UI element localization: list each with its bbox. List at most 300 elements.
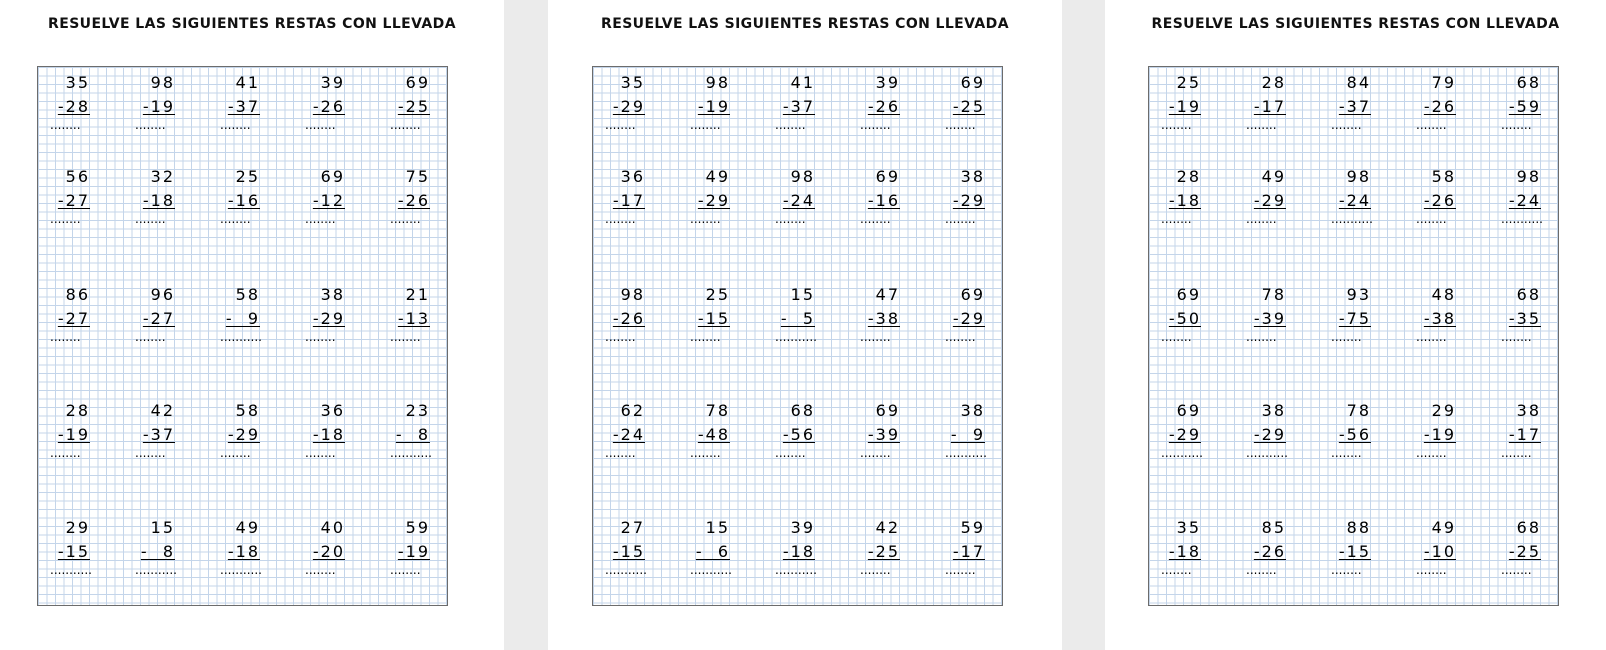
answer-blank[interactable]: ........ bbox=[1331, 563, 1362, 577]
minuend: 78 bbox=[705, 401, 730, 420]
minuend: 79 bbox=[1431, 73, 1456, 92]
minuend: 85 bbox=[1261, 518, 1286, 537]
minuend: 93 bbox=[1346, 285, 1371, 304]
subtrahend: -19 bbox=[57, 425, 90, 444]
subtraction-problem bbox=[135, 283, 191, 344]
answer-blank[interactable]: ........... bbox=[690, 563, 732, 577]
subtrahend: -37 bbox=[227, 97, 260, 116]
subtraction-problem bbox=[50, 165, 106, 226]
subtraction-problem bbox=[690, 516, 746, 577]
subtrahend: -38 bbox=[867, 309, 900, 328]
minuend: 98 bbox=[790, 167, 815, 186]
subtraction-problem bbox=[690, 165, 746, 226]
minuend: 39 bbox=[875, 73, 900, 92]
subtraction-problem bbox=[775, 165, 831, 226]
subtrahend: -56 bbox=[1338, 425, 1371, 444]
answer-blank[interactable]: ........ bbox=[390, 118, 421, 132]
minuend: 23 bbox=[405, 401, 430, 420]
answer-blank[interactable]: ........... bbox=[220, 330, 262, 344]
answer-blank[interactable]: ........ bbox=[860, 446, 891, 460]
answer-blank[interactable]: ........... bbox=[775, 330, 817, 344]
subtraction-problem bbox=[1416, 71, 1472, 132]
subtraction-problem bbox=[860, 71, 916, 132]
subtrahend: -26 bbox=[312, 97, 345, 116]
answer-blank[interactable]: ........ bbox=[50, 330, 81, 344]
subtraction-problem bbox=[605, 399, 661, 460]
subtrahend: -24 bbox=[782, 191, 815, 210]
subtraction-problem bbox=[605, 71, 661, 132]
subtraction-problem bbox=[775, 399, 831, 460]
subtraction-problem bbox=[50, 399, 106, 460]
subtraction-problem bbox=[775, 283, 831, 344]
worksheet-title: RESUELVE LAS SIGUIENTES RESTAS CON LLEVADA bbox=[48, 16, 456, 32]
grid-paper bbox=[592, 66, 1003, 606]
subtraction-problem bbox=[860, 399, 916, 460]
subtrahend: -18 bbox=[227, 542, 260, 561]
minuend: 15 bbox=[150, 518, 175, 537]
minuend: 98 bbox=[705, 73, 730, 92]
minuend: 49 bbox=[705, 167, 730, 186]
subtrahend: -26 bbox=[867, 97, 900, 116]
subtraction-problem bbox=[1161, 516, 1217, 577]
subtraction-problem bbox=[860, 165, 916, 226]
minuend: 84 bbox=[1346, 73, 1371, 92]
minuend: 69 bbox=[320, 167, 345, 186]
subtrahend: -37 bbox=[1338, 97, 1371, 116]
answer-blank[interactable]: ........ bbox=[1161, 118, 1192, 132]
answer-blank[interactable]: ........... bbox=[775, 563, 817, 577]
answer-blank[interactable]: ........ bbox=[1246, 118, 1277, 132]
answer-blank[interactable]: ........ bbox=[1416, 118, 1447, 132]
subtraction-problem bbox=[1246, 516, 1302, 577]
subtraction-problem bbox=[945, 165, 1001, 226]
subtraction-problem bbox=[390, 71, 446, 132]
answer-blank[interactable]: ........ bbox=[690, 118, 721, 132]
subtrahend: -18 bbox=[782, 542, 815, 561]
subtraction-problem bbox=[135, 399, 191, 460]
answer-blank[interactable]: ........ bbox=[220, 118, 251, 132]
minuend: 69 bbox=[1176, 401, 1201, 420]
subtrahend: -18 bbox=[312, 425, 345, 444]
answer-blank[interactable]: ........ bbox=[1161, 212, 1192, 226]
minuend: 28 bbox=[1261, 73, 1286, 92]
minuend: 42 bbox=[875, 518, 900, 537]
subtrahend: -19 bbox=[142, 97, 175, 116]
answer-blank[interactable]: ........ bbox=[1416, 330, 1447, 344]
subtrahend: -18 bbox=[142, 191, 175, 210]
minuend: 39 bbox=[320, 73, 345, 92]
answer-blank[interactable]: ........ bbox=[50, 212, 81, 226]
subtrahend: - 9 bbox=[950, 425, 985, 444]
subtraction-problem bbox=[775, 516, 831, 577]
answer-blank[interactable]: ........ bbox=[605, 446, 636, 460]
minuend: 49 bbox=[235, 518, 260, 537]
subtraction-problem bbox=[50, 71, 106, 132]
subtrahend: -39 bbox=[1253, 309, 1286, 328]
answer-blank[interactable]: ........... bbox=[605, 563, 647, 577]
subtraction-problem bbox=[305, 399, 361, 460]
minuend: 59 bbox=[405, 518, 430, 537]
minuend: 86 bbox=[65, 285, 90, 304]
minuend: 56 bbox=[65, 167, 90, 186]
answer-blank[interactable]: ........ bbox=[860, 563, 891, 577]
subtrahend: -10 bbox=[1423, 542, 1456, 561]
worksheet-page-3 bbox=[1105, 0, 1606, 650]
subtrahend: - 9 bbox=[225, 309, 260, 328]
subtrahend: -29 bbox=[952, 191, 985, 210]
subtraction-problem bbox=[135, 516, 191, 577]
subtrahend: -15 bbox=[612, 542, 645, 561]
subtrahend: -29 bbox=[952, 309, 985, 328]
subtraction-problem bbox=[50, 516, 106, 577]
subtraction-problem bbox=[945, 516, 1001, 577]
subtraction-problem bbox=[690, 399, 746, 460]
answer-blank[interactable]: ........... bbox=[220, 563, 262, 577]
subtrahend: -29 bbox=[1253, 425, 1286, 444]
subtraction-problem bbox=[945, 283, 1001, 344]
subtrahend: - 5 bbox=[780, 309, 815, 328]
subtrahend: -17 bbox=[612, 191, 645, 210]
minuend: 25 bbox=[705, 285, 730, 304]
minuend: 38 bbox=[960, 167, 985, 186]
answer-blank[interactable]: ........ bbox=[605, 118, 636, 132]
answer-blank[interactable]: ........... bbox=[390, 446, 432, 460]
subtraction-problem bbox=[690, 71, 746, 132]
subtraction-problem bbox=[220, 399, 276, 460]
answer-blank[interactable]: ........ bbox=[605, 330, 636, 344]
subtrahend: -29 bbox=[312, 309, 345, 328]
minuend: 38 bbox=[320, 285, 345, 304]
minuend: 69 bbox=[405, 73, 430, 92]
minuend: 68 bbox=[1516, 518, 1541, 537]
subtraction-problem bbox=[1416, 399, 1472, 460]
answer-blank[interactable]: ........ bbox=[1416, 446, 1447, 460]
subtrahend: -35 bbox=[1508, 309, 1541, 328]
subtraction-problem bbox=[390, 283, 446, 344]
subtrahend: - 8 bbox=[395, 425, 430, 444]
answer-blank[interactable]: ........ bbox=[1161, 330, 1192, 344]
subtrahend: -26 bbox=[612, 309, 645, 328]
answer-blank[interactable]: ........ bbox=[390, 563, 421, 577]
minuend: 28 bbox=[1176, 167, 1201, 186]
answer-blank[interactable]: ........ bbox=[305, 212, 336, 226]
subtraction-problem bbox=[1501, 516, 1557, 577]
answer-blank[interactable]: ........... bbox=[945, 446, 987, 460]
minuend: 69 bbox=[875, 401, 900, 420]
subtrahend: -27 bbox=[57, 309, 90, 328]
answer-blank[interactable]: ........ bbox=[1416, 563, 1447, 577]
subtrahend: -17 bbox=[1253, 97, 1286, 116]
answer-blank[interactable]: ........ bbox=[305, 563, 336, 577]
answer-blank[interactable]: ........ bbox=[945, 118, 976, 132]
subtraction-problem bbox=[1246, 71, 1302, 132]
subtrahend: -20 bbox=[312, 542, 345, 561]
answer-blank[interactable]: ........ bbox=[775, 446, 806, 460]
subtrahend: -56 bbox=[782, 425, 815, 444]
minuend: 96 bbox=[150, 285, 175, 304]
answer-blank[interactable]: ........... bbox=[1161, 446, 1203, 460]
subtrahend: -29 bbox=[697, 191, 730, 210]
subtraction-problem bbox=[605, 283, 661, 344]
subtraction-problem bbox=[1246, 399, 1302, 460]
minuend: 78 bbox=[1261, 285, 1286, 304]
subtraction-problem bbox=[305, 71, 361, 132]
answer-blank[interactable]: ........ bbox=[1501, 330, 1532, 344]
subtrahend: -25 bbox=[397, 97, 430, 116]
answer-blank[interactable]: ........ bbox=[1331, 330, 1362, 344]
subtrahend: -19 bbox=[397, 542, 430, 561]
subtrahend: -19 bbox=[697, 97, 730, 116]
minuend: 21 bbox=[405, 285, 430, 304]
answer-blank[interactable]: ........... bbox=[1246, 446, 1288, 460]
minuend: 78 bbox=[1346, 401, 1371, 420]
subtraction-problem bbox=[390, 516, 446, 577]
subtrahend: -24 bbox=[1338, 191, 1371, 210]
answer-blank[interactable]: ........ bbox=[690, 212, 721, 226]
minuend: 39 bbox=[790, 518, 815, 537]
subtraction-problem bbox=[1161, 165, 1217, 226]
minuend: 36 bbox=[320, 401, 345, 420]
subtraction-problem bbox=[690, 283, 746, 344]
subtrahend: - 6 bbox=[695, 542, 730, 561]
subtrahend: -19 bbox=[1423, 425, 1456, 444]
subtraction-problem bbox=[220, 283, 276, 344]
subtrahend: -29 bbox=[612, 97, 645, 116]
subtrahend: -13 bbox=[397, 309, 430, 328]
subtraction-problem bbox=[1246, 165, 1302, 226]
subtrahend: -18 bbox=[1168, 191, 1201, 210]
minuend: 69 bbox=[875, 167, 900, 186]
subtrahend: -75 bbox=[1338, 309, 1371, 328]
grid-paper bbox=[37, 66, 448, 606]
subtraction-problem bbox=[1416, 516, 1472, 577]
subtraction-problem bbox=[135, 71, 191, 132]
answer-blank[interactable]: ........ bbox=[220, 446, 251, 460]
minuend: 62 bbox=[620, 401, 645, 420]
minuend: 68 bbox=[1516, 285, 1541, 304]
minuend: 38 bbox=[1516, 401, 1541, 420]
minuend: 88 bbox=[1346, 518, 1371, 537]
answer-blank[interactable]: ........ bbox=[135, 118, 166, 132]
answer-blank[interactable]: ........ bbox=[50, 118, 81, 132]
minuend: 58 bbox=[235, 285, 260, 304]
minuend: 42 bbox=[150, 401, 175, 420]
answer-blank[interactable]: ........ bbox=[1501, 446, 1532, 460]
subtrahend: -18 bbox=[1168, 542, 1201, 561]
subtraction-problem bbox=[1501, 399, 1557, 460]
subtrahend: -39 bbox=[867, 425, 900, 444]
answer-blank[interactable]: ........... bbox=[50, 563, 92, 577]
answer-blank[interactable]: ........ bbox=[605, 212, 636, 226]
answer-blank[interactable]: ........ bbox=[390, 212, 421, 226]
subtrahend: -16 bbox=[867, 191, 900, 210]
subtraction-problem bbox=[1161, 399, 1217, 460]
answer-blank[interactable]: ........ bbox=[860, 118, 891, 132]
subtraction-problem bbox=[220, 71, 276, 132]
subtrahend: -28 bbox=[57, 97, 90, 116]
minuend: 28 bbox=[65, 401, 90, 420]
subtrahend: -26 bbox=[1423, 97, 1456, 116]
subtrahend: -59 bbox=[1508, 97, 1541, 116]
subtraction-problem bbox=[1161, 283, 1217, 344]
subtraction-problem bbox=[305, 516, 361, 577]
subtrahend: -26 bbox=[1253, 542, 1286, 561]
minuend: 35 bbox=[1176, 518, 1201, 537]
answer-blank[interactable]: ........ bbox=[1331, 118, 1362, 132]
subtrahend: -25 bbox=[952, 97, 985, 116]
minuend: 68 bbox=[1516, 73, 1541, 92]
subtrahend: -26 bbox=[397, 191, 430, 210]
answer-blank[interactable]: ........ bbox=[775, 212, 806, 226]
subtrahend: -24 bbox=[1508, 191, 1541, 210]
subtraction-problem bbox=[775, 71, 831, 132]
answer-blank[interactable]: ........ bbox=[690, 446, 721, 460]
subtrahend: -27 bbox=[142, 309, 175, 328]
subtrahend: -17 bbox=[1508, 425, 1541, 444]
subtrahend: -27 bbox=[57, 191, 90, 210]
subtraction-problem bbox=[1246, 283, 1302, 344]
minuend: 98 bbox=[620, 285, 645, 304]
subtrahend: -48 bbox=[697, 425, 730, 444]
subtraction-problem bbox=[220, 165, 276, 226]
answer-blank[interactable]: ........ bbox=[1161, 563, 1192, 577]
subtraction-problem bbox=[1501, 71, 1557, 132]
subtraction-problem bbox=[605, 165, 661, 226]
subtraction-problem bbox=[1416, 165, 1472, 226]
subtraction-problem bbox=[1331, 71, 1387, 132]
answer-blank[interactable]: ........... bbox=[135, 563, 177, 577]
minuend: 35 bbox=[620, 73, 645, 92]
answer-blank[interactable]: ........ bbox=[305, 118, 336, 132]
answer-blank[interactable]: ........ bbox=[1501, 563, 1532, 577]
answer-blank[interactable]: ........ bbox=[1246, 212, 1277, 226]
subtrahend: -15 bbox=[1338, 542, 1371, 561]
minuend: 98 bbox=[1516, 167, 1541, 186]
answer-blank[interactable]: ........ bbox=[945, 563, 976, 577]
subtraction-problem bbox=[1416, 283, 1472, 344]
subtrahend: -19 bbox=[1168, 97, 1201, 116]
subtraction-problem bbox=[605, 516, 661, 577]
minuend: 41 bbox=[235, 73, 260, 92]
minuend: 32 bbox=[150, 167, 175, 186]
minuend: 15 bbox=[790, 285, 815, 304]
answer-blank[interactable]: ........... bbox=[1331, 212, 1373, 226]
answer-blank[interactable]: ........ bbox=[860, 212, 891, 226]
minuend: 98 bbox=[1346, 167, 1371, 186]
minuend: 36 bbox=[620, 167, 645, 186]
subtraction-problem bbox=[1501, 283, 1557, 344]
subtraction-problem bbox=[1161, 71, 1217, 132]
minuend: 69 bbox=[960, 73, 985, 92]
answer-blank[interactable]: ........ bbox=[945, 212, 976, 226]
minuend: 40 bbox=[320, 518, 345, 537]
minuend: 38 bbox=[960, 401, 985, 420]
subtraction-problem bbox=[1331, 516, 1387, 577]
subtraction-problem bbox=[945, 71, 1001, 132]
minuend: 98 bbox=[150, 73, 175, 92]
subtrahend: -26 bbox=[1423, 191, 1456, 210]
answer-blank[interactable]: ........ bbox=[1416, 212, 1447, 226]
answer-blank[interactable]: ........ bbox=[1501, 118, 1532, 132]
minuend: 69 bbox=[960, 285, 985, 304]
subtraction-problem bbox=[1331, 399, 1387, 460]
subtrahend: -12 bbox=[312, 191, 345, 210]
subtrahend: -25 bbox=[1508, 542, 1541, 561]
subtraction-problem bbox=[135, 165, 191, 226]
answer-blank[interactable]: ........ bbox=[1246, 563, 1277, 577]
minuend: 48 bbox=[1431, 285, 1456, 304]
minuend: 25 bbox=[235, 167, 260, 186]
subtraction-problem bbox=[860, 283, 916, 344]
answer-blank[interactable]: ........ bbox=[390, 330, 421, 344]
answer-blank[interactable]: ........ bbox=[220, 212, 251, 226]
answer-blank[interactable]: ........ bbox=[50, 446, 81, 460]
minuend: 49 bbox=[1261, 167, 1286, 186]
minuend: 38 bbox=[1261, 401, 1286, 420]
answer-blank[interactable]: ........ bbox=[860, 330, 891, 344]
subtrahend: -24 bbox=[612, 425, 645, 444]
subtraction-problem bbox=[1501, 165, 1557, 226]
answer-blank[interactable]: ........ bbox=[135, 212, 166, 226]
minuend: 58 bbox=[1431, 167, 1456, 186]
worksheet-title: RESUELVE LAS SIGUIENTES RESTAS CON LLEVADA bbox=[601, 16, 1009, 32]
minuend: 58 bbox=[235, 401, 260, 420]
subtraction-problem bbox=[50, 283, 106, 344]
subtraction-problem bbox=[1331, 283, 1387, 344]
subtraction-problem bbox=[220, 516, 276, 577]
answer-blank[interactable]: ........ bbox=[305, 330, 336, 344]
answer-blank[interactable]: ........ bbox=[945, 330, 976, 344]
answer-blank[interactable]: ........... bbox=[1501, 212, 1543, 226]
minuend: 27 bbox=[620, 518, 645, 537]
subtrahend: -17 bbox=[952, 542, 985, 561]
subtrahend: -50 bbox=[1168, 309, 1201, 328]
subtraction-problem bbox=[945, 399, 1001, 460]
answer-blank[interactable]: ........ bbox=[690, 330, 721, 344]
subtrahend: -25 bbox=[867, 542, 900, 561]
minuend: 47 bbox=[875, 285, 900, 304]
subtrahend: -15 bbox=[697, 309, 730, 328]
subtrahend: -37 bbox=[782, 97, 815, 116]
minuend: 41 bbox=[790, 73, 815, 92]
minuend: 25 bbox=[1176, 73, 1201, 92]
subtraction-problem bbox=[305, 283, 361, 344]
minuend: 29 bbox=[1431, 401, 1456, 420]
subtrahend: -37 bbox=[142, 425, 175, 444]
answer-blank[interactable]: ........ bbox=[135, 330, 166, 344]
minuend: 68 bbox=[790, 401, 815, 420]
worksheet-page-1 bbox=[0, 0, 504, 650]
subtrahend: -29 bbox=[1168, 425, 1201, 444]
subtrahend: -38 bbox=[1423, 309, 1456, 328]
minuend: 15 bbox=[705, 518, 730, 537]
worksheet-title: RESUELVE LAS SIGUIENTES RESTAS CON LLEVADA bbox=[1151, 16, 1560, 32]
minuend: 49 bbox=[1431, 518, 1456, 537]
subtraction-problem bbox=[305, 165, 361, 226]
answer-blank[interactable]: ........ bbox=[775, 118, 806, 132]
answer-blank[interactable]: ........ bbox=[1246, 330, 1277, 344]
answer-blank[interactable]: ........ bbox=[305, 446, 336, 460]
subtraction-problem bbox=[860, 516, 916, 577]
subtraction-problem bbox=[1331, 165, 1387, 226]
answer-blank[interactable]: ........ bbox=[135, 446, 166, 460]
subtrahend: -29 bbox=[1253, 191, 1286, 210]
answer-blank[interactable]: ........ bbox=[1331, 446, 1362, 460]
minuend: 59 bbox=[960, 518, 985, 537]
subtrahend: - 8 bbox=[140, 542, 175, 561]
minuend: 29 bbox=[65, 518, 90, 537]
subtraction-problem bbox=[390, 165, 446, 226]
